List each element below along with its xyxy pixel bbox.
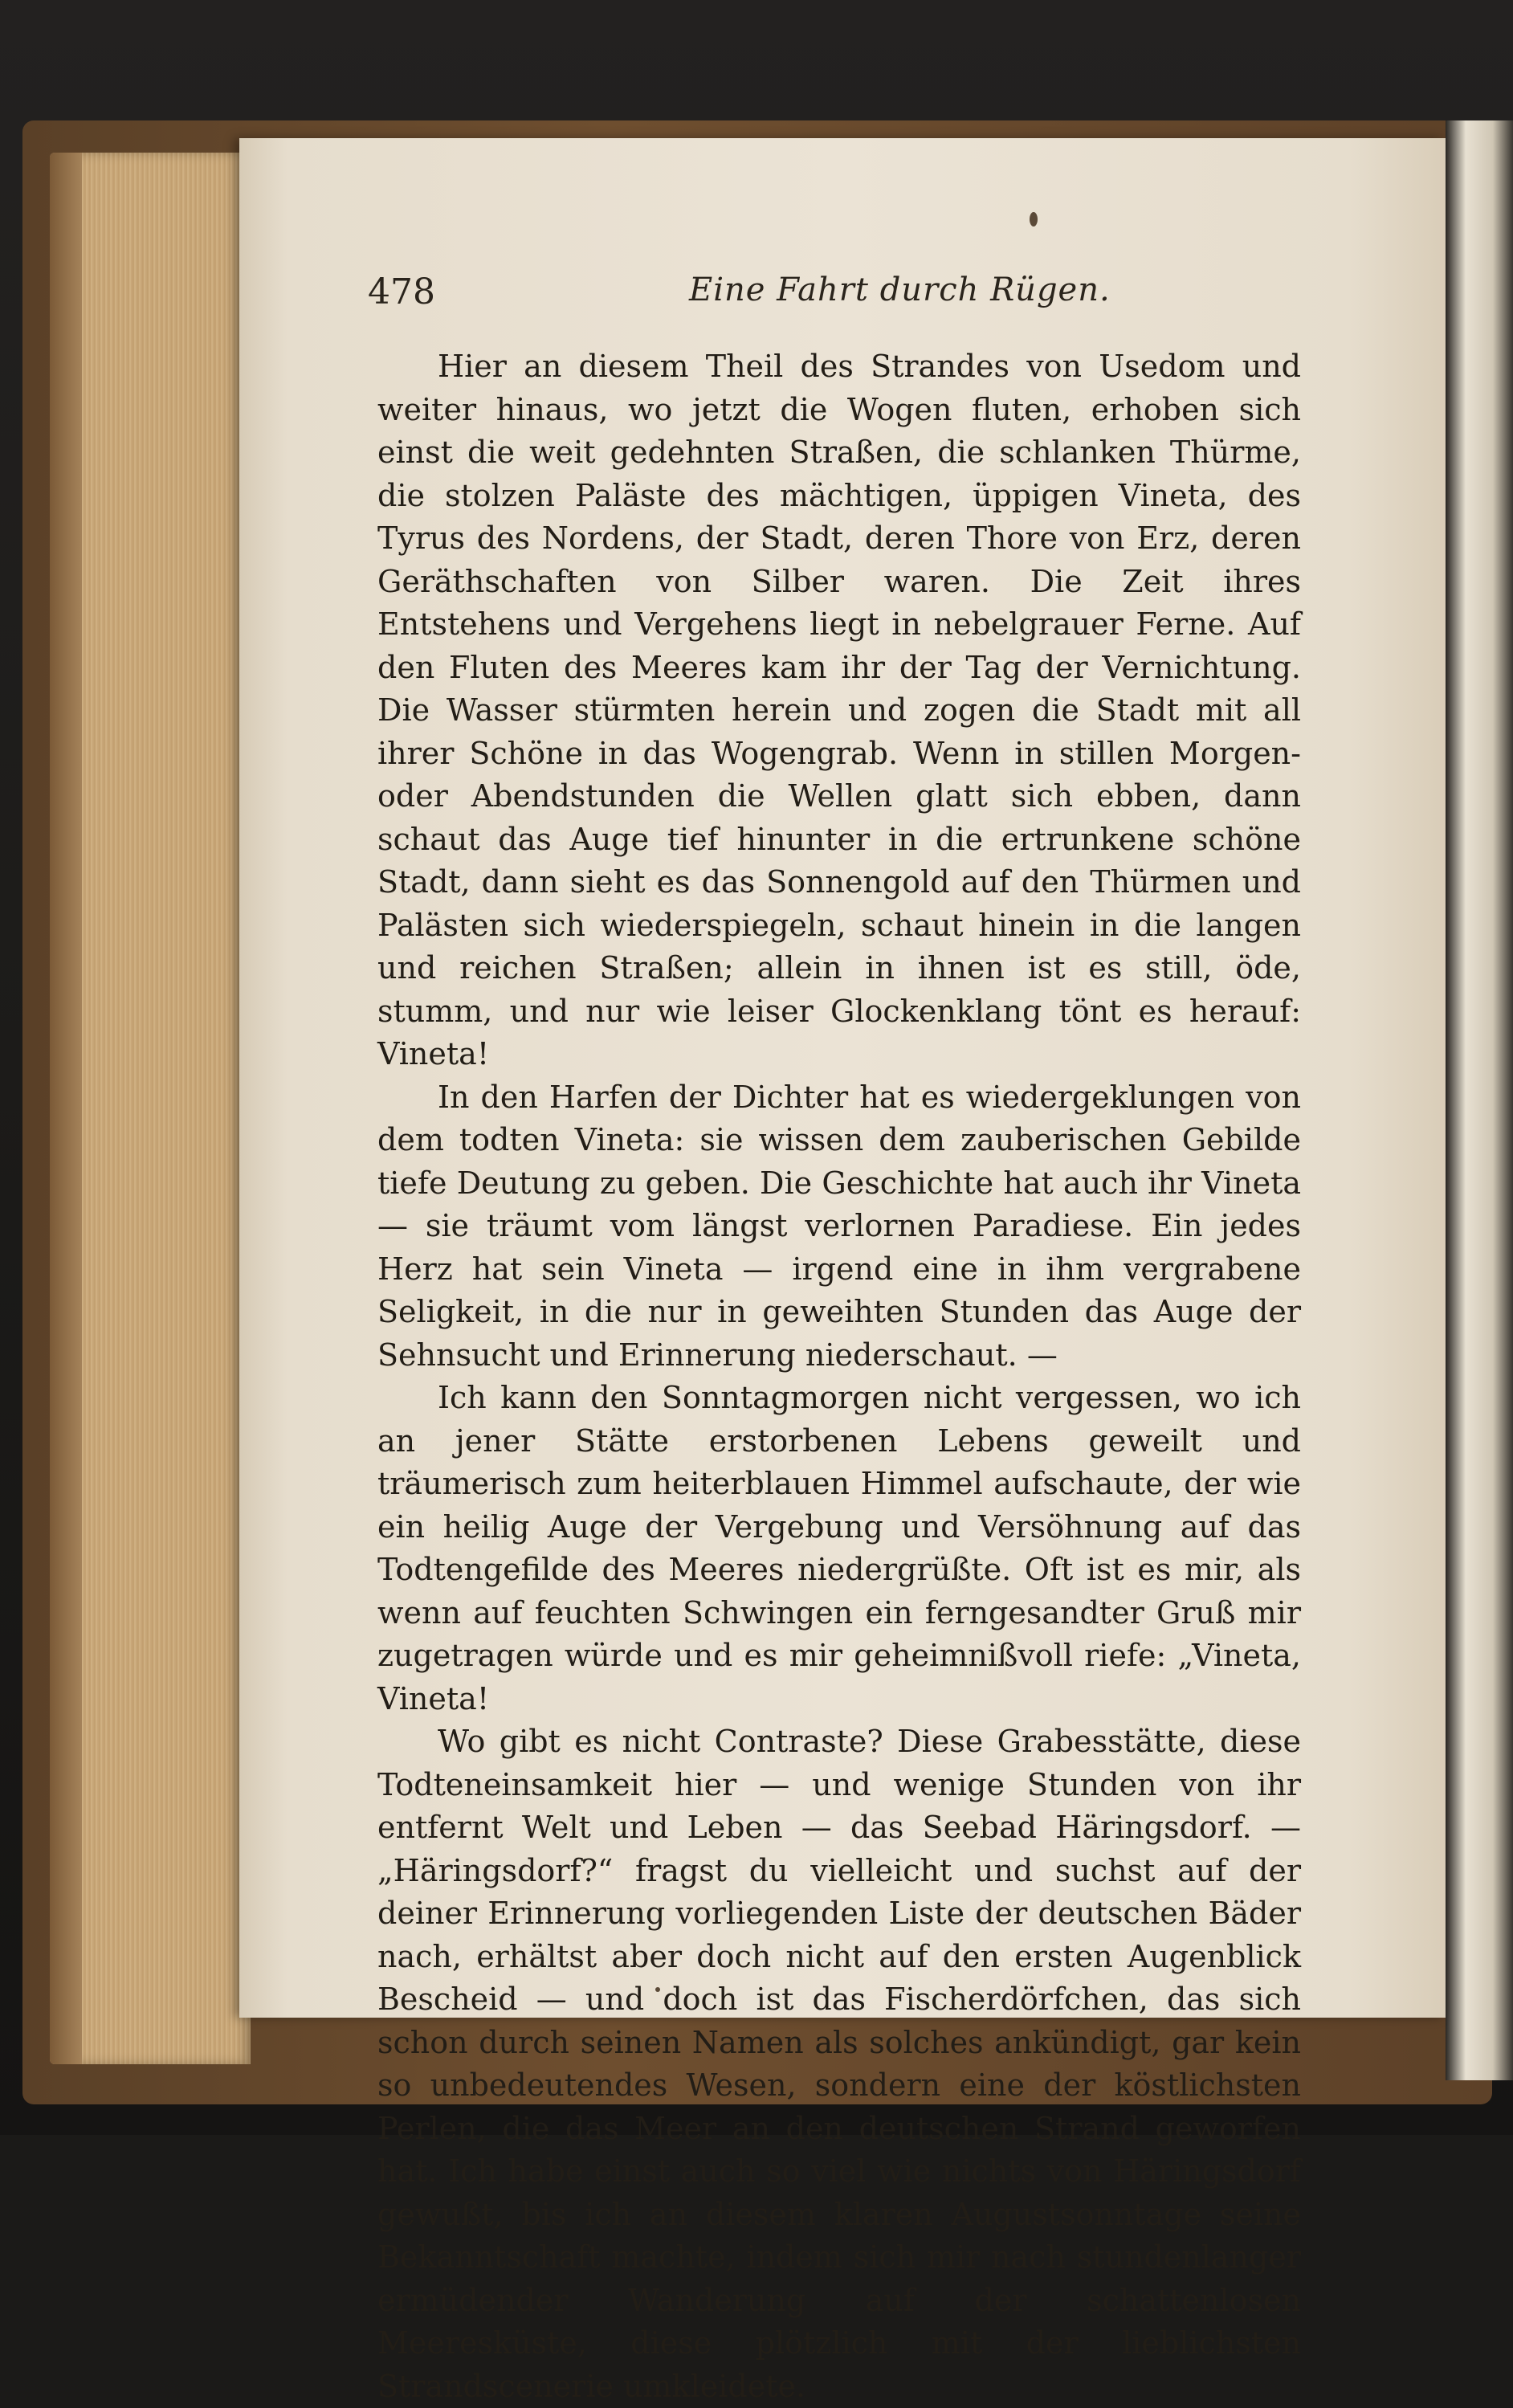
- running-title: Eine Fahrt durch Rügen.: [689, 271, 1111, 308]
- page-header: [368, 271, 1428, 328]
- page-number: 478: [368, 271, 435, 312]
- paragraph: Hier an diesem Theil des Strandes von Usedom und weiter hinaus, wo jetzt die Wogen fluten, erhoben sich einst die weit gedehnten Straßen, die schlanken Thürme, die stolzen Paläste des mächtigen, üppigen Vineta, des Tyrus des Nordens, der Stadt, deren Thore von Erz, deren Geräthschaften von Silber waren. Die Zeit ihres Entstehens und Vergehens liegt in nebelgrauer Ferne. Auf den Fluten des Meeres kam ihr der Tag der Vernichtung. Die Wasser stürmten herein und zogen die Stadt mit all ihrer Schöne in das Wogengrab. Wenn in stillen Morgen- oder Abendstunden die Wellen glatt sich ebben, dann schaut das Auge tief hinunter in die ertrunkene schöne Stadt, dann sieht es das Sonnengold auf den Thürmen und Palästen sich wiederspiegeln, schaut hinein in die langen und reichen Straßen; allein in ihnen ist es still, öde, stumm, und nur wie leiser Glockenklang tönt es herauf: Vineta!: [377, 349, 1301, 1071]
- paragraph: Ich kann den Sonntagmorgen nicht vergessen, wo ich an jener Stätte erstorbenen Lebens geweilt und träumerisch zum heiterblauen Himmel aufschaute, der wie ein heilig Auge der Vergebung und Versöhnung auf das Todtengefilde des Meeres niedergrüßte. Oft ist es mir, als wenn auf feuchten Schwingen ein ferngesandter Gruß mir zugetragen würde und es mir geheimnißvoll riefe: „Vineta, Vineta!: [377, 1380, 1301, 1716]
- page-edge-shadow: [50, 153, 82, 2064]
- paragraph: In den Harfen der Dichter hat es wiedergeklungen von dem todten Vineta: sie wissen dem zauberischen Gebilde tiefe Deutung zu geben. Die Geschichte hat auch ihr Vineta — sie träumt vom längst verlornen Paradiese. Ein jedes Herz hat sein Vineta — irgend eine in ihm vergrabene Seligkeit, in die nur in geweihten Stunden das Auge der Sehnsucht und Erinnerung niederschaut. —: [377, 1079, 1301, 1373]
- paragraph: Wo gibt es nicht Contraste? Diese Grabesstätte, diese Todteneinsamkeit hier — und wenige Stunden von ihr entfernt Welt und Leben — das Seebad Häringsdorf. — „Häringsdorf?“ fragst du vielleicht und suchst auf der deiner Erinnerung vorliegenden Liste der deutschen Bäder nach, erhältst aber doch nicht auf den ersten Augenblick Bescheid — und doch ist das Fischerdörfchen, das sich schon durch seinen Namen als solches ankündigt, gar kein so unbedeutendes Wesen, sondern eine der köstlichsten Perlen, die das Meer an den deutschen Strand geworfen hat. Ich habe einst auch so viel wie nichts von Häringsdorf gewußt, bis ich an diesem klaren Augustsonntage seine Bekanntschaft machte, indem sich mir nach stundenlanger ermüdender Wanderung auf der schattenlosen Meeresküste, diese plötzlich mit der lieblichsten Strandscenerie umkleidete.: [377, 1724, 1301, 2404]
- facing-page-edge: [1446, 120, 1513, 2080]
- ink-spot: [1030, 212, 1038, 227]
- body-text: [377, 345, 1301, 2408]
